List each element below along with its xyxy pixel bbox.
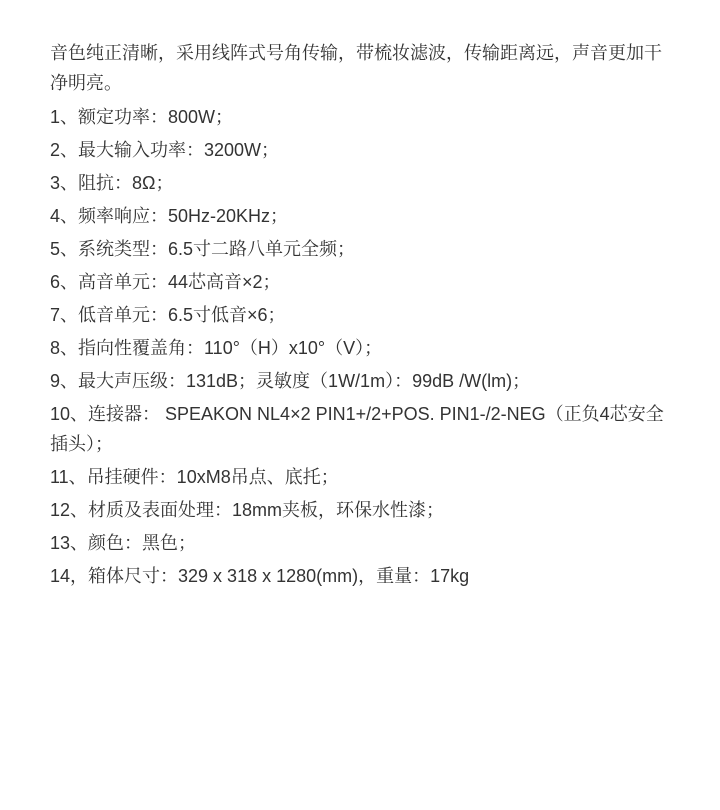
spec-item-system-type: 5、系统类型：6.5寸二路八单元全频； [50, 239, 356, 259]
spec-item-rated-power: 1、额定功率：800W； [50, 107, 234, 127]
spec-item-frequency-response: 4、频率响应：50Hz-20KHz； [50, 206, 289, 226]
spec-item-color: 13、颜色：黑色； [50, 533, 197, 553]
intro-paragraph: 音色纯正清晰，采用线阵式号角传输，带梳妆滤波，传输距离远，声音更加干净明亮。 [50, 43, 662, 93]
product-spec-section [50, 38, 670, 594]
spec-item-rigging-hardware: 11、吊挂硬件：10xM8吊点、底托； [50, 467, 339, 487]
spec-item-impedance: 3、阻抗：8Ω； [50, 173, 174, 193]
spec-item-dimensions-weight: 14，箱体尺寸：329 x 318 x 1280(mm)，重量：17kg [50, 566, 470, 586]
spec-item-material-finish: 12、材质及表面处理：18mm夹板，环保水性漆； [50, 500, 445, 520]
spec-item-tweeter-unit: 6、高音单元：44芯高音×2； [50, 272, 281, 292]
spec-item-connector: 10、连接器： SPEAKON NL4×2 PIN1+/2+POS. PIN1-/2-NEG（正负4芯安全插头）； [50, 404, 664, 454]
spec-item-max-spl-sensitivity: 9、最大声压级：131dB；灵敏度（1W/1m）：99dB /W(lm)； [50, 371, 531, 391]
spec-item-woofer-unit: 7、低音单元：6.5寸低音×6； [50, 305, 286, 325]
spec-item-max-input-power: 2、最大输入功率：3200W； [50, 140, 280, 160]
spec-item-coverage-angle: 8、指向性覆盖角：110°（H）x10°（V）； [50, 338, 383, 358]
